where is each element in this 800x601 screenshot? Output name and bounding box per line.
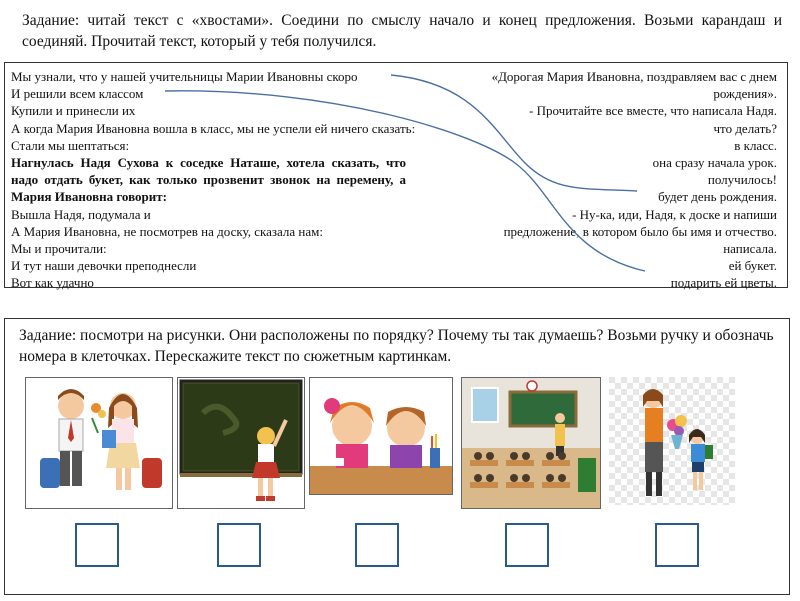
- beginning-4[interactable]: А когда Мария Ивановна вошла в класс, мы не успели ей ничего сказать:: [11, 120, 416, 136]
- beginning-10[interactable]: И тут наши девочки преподнесли: [11, 258, 197, 274]
- ending-1-cont[interactable]: рождения».: [713, 86, 777, 102]
- picture-girl-gives-flowers: [609, 377, 735, 505]
- picture-task-box: [4, 318, 790, 595]
- sentence-tails-box: [4, 62, 788, 291]
- ending-4[interactable]: в класс.: [734, 137, 777, 153]
- picture-children-with-backpacks: [25, 377, 173, 509]
- number-box-1[interactable]: [75, 523, 119, 567]
- ending-2[interactable]: - Прочитайте все вместе, что написала Надя.: [529, 103, 777, 119]
- picture-girls-whispering: [309, 377, 453, 495]
- sentence-beginnings: [11, 68, 451, 292]
- ending-5[interactable]: она сразу начала урок.: [652, 155, 777, 171]
- ending-6[interactable]: получилось!: [707, 172, 777, 188]
- beginning-9[interactable]: Мы и прочитали:: [11, 241, 107, 257]
- ending-1[interactable]: «Дорогая Мария Ивановна, поздравляем вас с днем: [491, 69, 777, 84]
- number-box-4[interactable]: [505, 523, 549, 567]
- sentence-endings: [447, 68, 777, 292]
- ending-7[interactable]: будет день рождения.: [658, 189, 777, 205]
- beginning-8[interactable]: А Мария Ивановна, не посмотрев на доску, сказала нам:: [11, 223, 323, 239]
- ending-9[interactable]: написала.: [723, 241, 777, 257]
- ending-8-cont[interactable]: предложение, в котором было бы имя и отчество.: [503, 223, 777, 239]
- beginning-6[interactable]: Нагнулась Надя Сухова к соседке Наташе, хотела сказать, что надо отдать букет, как только прозвенит звонок на перемену, а Мария Ивановна говорит:: [11, 155, 406, 205]
- ending-11[interactable]: подарить ей цветы.: [670, 275, 777, 291]
- beginning-5[interactable]: Стали мы шептаться:: [11, 137, 130, 153]
- beginning-3[interactable]: Купили и принесли их: [11, 103, 136, 119]
- number-box-3[interactable]: [355, 523, 399, 567]
- beginning-2[interactable]: И решили всем классом: [11, 86, 144, 102]
- beginning-7[interactable]: Вышла Надя, подумала и: [11, 206, 151, 222]
- beginning-1[interactable]: Мы узнали, что у нашей учительницы Марии Ивановны скоро: [11, 69, 358, 84]
- number-box-5[interactable]: [655, 523, 699, 567]
- ending-3[interactable]: что делать?: [713, 120, 777, 136]
- ending-8[interactable]: - Ну-ка, иди, Надя, к доске и напиши: [572, 206, 777, 222]
- ending-10[interactable]: ей букет.: [728, 258, 777, 274]
- number-box-2[interactable]: [217, 523, 261, 567]
- picture-girl-at-chalkboard: [177, 377, 305, 509]
- picture-classroom-lesson: [461, 377, 601, 509]
- task2-title: Задание: посмотри на рисунки. Они расположены по порядку? Почему ты так думаешь? Возьми ручку и обозначь номера в клеточках. Перескажите текст по сюжетным картинкам.: [19, 327, 774, 365]
- beginning-11[interactable]: Вот как удачно: [11, 275, 94, 291]
- task1-title: Задание: читай текст с «хвостами». Соедини по смыслу начало и конец предложения. Возьми карандаш и соединяй. Прочитай текст, который у тебя получился.: [22, 12, 782, 50]
